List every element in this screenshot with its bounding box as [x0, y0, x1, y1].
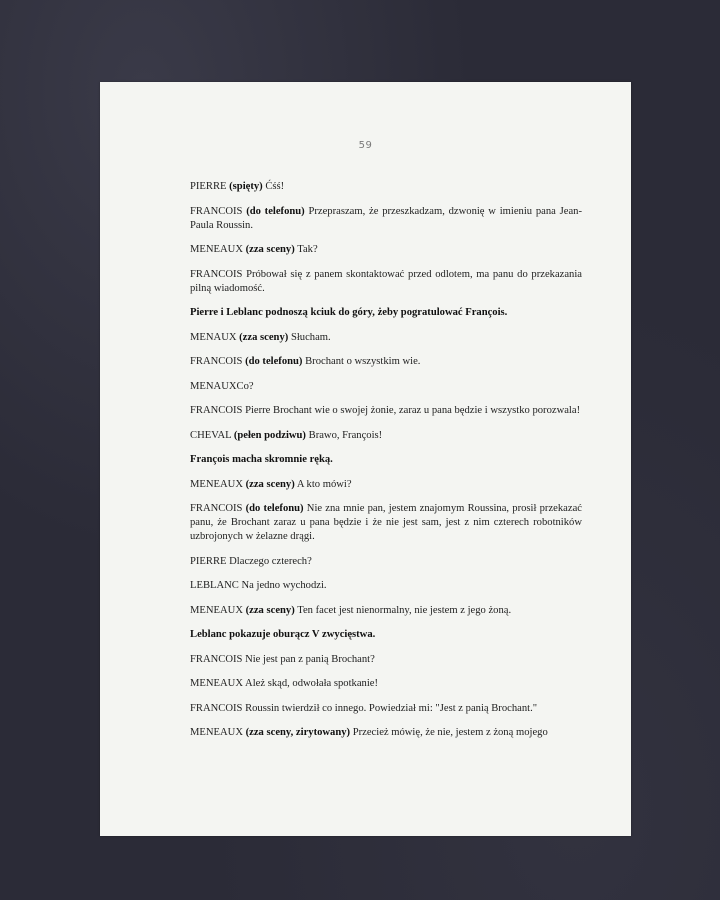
dialogue-text: Ależ skąd, odwołała spotkanie! — [245, 678, 379, 689]
dialogue-line — [190, 331, 582, 345]
speaker-name: MENEAUX — [190, 244, 243, 255]
stage-direction: (do telefonu) — [245, 356, 303, 367]
dialogue-text: Przepraszam, że przeszkadzam, dzwonię w imieniu pana Jean-Paula Roussin. — [190, 205, 582, 231]
speaker-name: FRANCOIS — [190, 503, 243, 514]
speaker-name: MENAUX — [190, 380, 237, 392]
dialogue-line — [190, 579, 582, 593]
dialogue-line — [190, 355, 582, 369]
dialogue-text: Dlaczego czterech? — [229, 555, 312, 567]
stage-direction: (zza sceny) — [245, 244, 295, 255]
dialogue-line — [190, 502, 582, 544]
speaker-name: FRANCOIS — [190, 356, 243, 367]
dialogue-line — [190, 180, 582, 194]
stage-direction: (zza sceny) — [239, 331, 289, 343]
script-page — [100, 82, 631, 836]
dialogue-text: Pierre Brochant wie o swojej żonie, zaraz u pana będzie i wszystko porozwala! — [245, 405, 581, 416]
stage-direction: (zza sceny, zirytowany) — [245, 727, 351, 738]
speaker-name: PIERRE — [190, 181, 227, 192]
page-number: 59 — [358, 140, 373, 151]
dialogue-text: Na jedno wychodzi. — [241, 580, 327, 591]
dialogue-line — [190, 380, 582, 394]
dialogue-line — [190, 429, 582, 443]
speaker-name: FRANCOIS — [190, 405, 243, 416]
stage-direction: (do telefonu) — [246, 205, 305, 217]
dialogue-line — [190, 726, 582, 740]
stage-direction: (pełen podziwu) — [233, 429, 306, 441]
speaker-name: MENEAUX — [190, 678, 243, 689]
dialogue-text: Brochant o wszystkim wie. — [305, 356, 421, 367]
dialogue-text: A kto mówi? — [296, 478, 352, 490]
dialogue-line — [190, 604, 582, 618]
speaker-name: LEBLANC — [190, 580, 239, 591]
speaker-name: PIERRE — [190, 555, 227, 567]
dialogue-text: Tak? — [297, 244, 318, 255]
stage-direction: (zza sceny) — [245, 478, 295, 490]
stage-direction-line: François macha skromnie ręką. — [190, 454, 333, 465]
dialogue-line — [190, 205, 582, 233]
dialogue-text: Nie zna mnie pan, jestem znajomym Roussina, prosił przekazać panu, że Brochant zaraz u pana będzie i że nie jest sam, jest z nim czterech robotników uzbrojonych w żelazne drągi. — [190, 503, 582, 542]
dialogue-line — [190, 404, 582, 418]
speaker-name: MENEAUX — [190, 478, 243, 490]
dialogue-text: Słucham. — [290, 331, 331, 343]
speaker-name: FRANCOIS — [190, 702, 243, 714]
dialogue-text: Co? — [236, 380, 254, 392]
speaker-name: FRANCOIS — [190, 653, 243, 665]
speaker-name: CHEVAL — [190, 429, 232, 441]
speaker-name: MENEAUX — [190, 727, 243, 738]
dialogue-line — [190, 677, 582, 691]
stage-direction: (zza sceny) — [245, 604, 295, 616]
dialogue-line — [190, 702, 582, 716]
dialogue-text: Przecież mówię, że nie, jestem z żoną mojego — [352, 727, 548, 738]
speaker-name: FRANCOIS — [190, 268, 243, 280]
dialogue-text: Próbował się z panem skontaktować przed odlotem, ma panu do przekazania pilną wiadomość. — [190, 268, 582, 294]
stage-direction-line: Pierre i Leblanc podnoszą kciuk do góry, żeby pogratulować François. — [190, 307, 508, 318]
dialogue-text: Nie jest pan z panią Brochant? — [245, 653, 375, 665]
dialogue-line — [190, 555, 582, 569]
dialogue-text: Roussin twierdził co innego. Powiedział mi: "Jest z panią Brochant." — [245, 702, 538, 714]
dialogue-text: Ćśś! — [265, 181, 285, 192]
dialogue-text: Ten facet jest nienormalny, nie jestem z jego żoną. — [297, 604, 512, 616]
dialogue-line — [190, 478, 582, 492]
script-body — [190, 180, 582, 751]
speaker-name: MENEAUX — [190, 604, 243, 616]
speaker-name: FRANCOIS — [190, 205, 243, 217]
dialogue-line — [190, 653, 582, 667]
dialogue-line — [190, 243, 582, 257]
dialogue-text: Brawo, François! — [308, 429, 383, 441]
stage-direction: (spięty) — [229, 181, 263, 192]
stage-direction-line: Leblanc pokazuje oburącz V zwycięstwa. — [190, 629, 376, 640]
dialogue-line — [190, 268, 582, 296]
stage-direction: (do telefonu) — [245, 503, 304, 514]
speaker-name: MENAUX — [190, 331, 237, 343]
